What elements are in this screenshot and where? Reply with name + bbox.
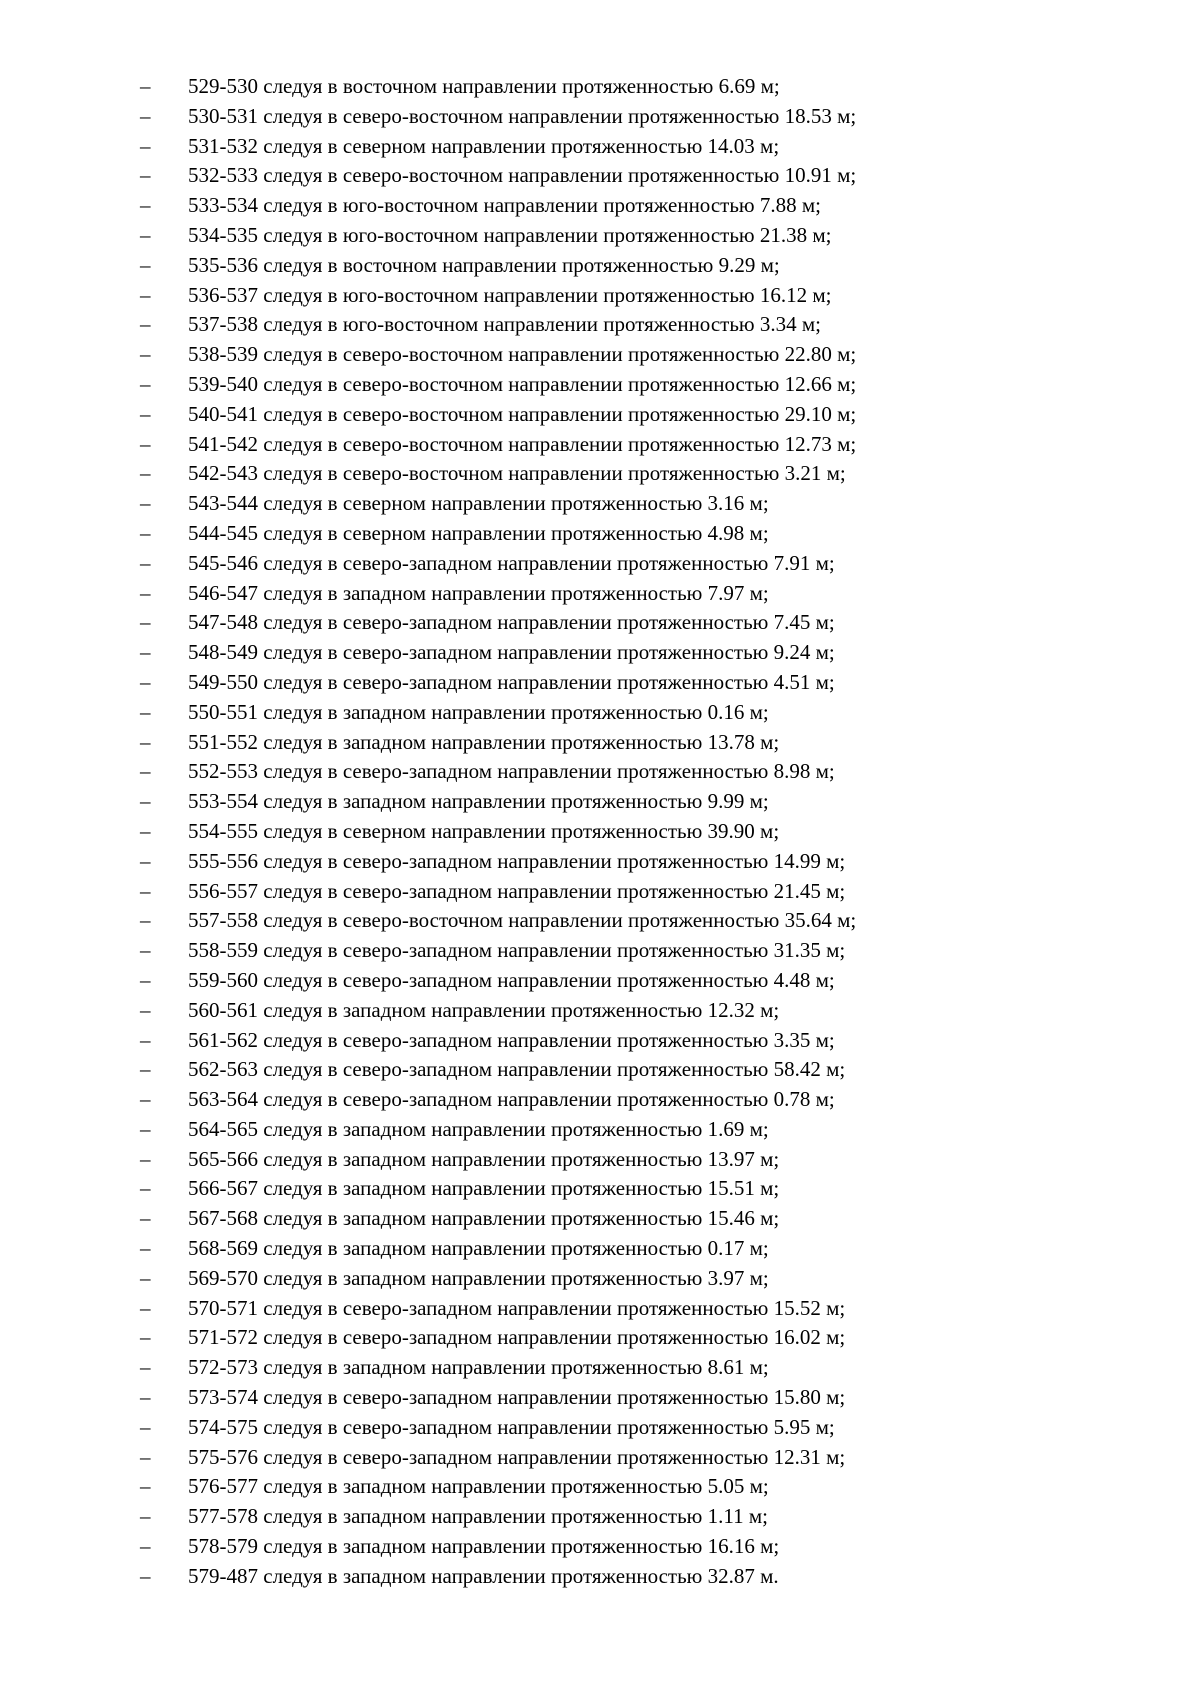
list-item — [140, 1502, 856, 1532]
segment-description: 563-564 следуя в северо-западном направлении протяженностью 0.78 м; — [188, 1087, 835, 1112]
list-item — [140, 1174, 856, 1204]
list-bullet: – — [140, 818, 151, 843]
list-item — [140, 281, 856, 311]
list-item — [140, 489, 856, 519]
segment-description: 531-532 следуя в северном направлении протяженностью 14.03 м; — [188, 133, 780, 158]
segment-description: 541-542 следуя в северо-восточном направлении протяженностью 12.73 м; — [188, 431, 857, 456]
segment-description: 576-577 следуя в западном направлении протяженностью 5.05 м; — [188, 1474, 769, 1499]
segment-description: 572-573 следуя в западном направлении протяженностью 8.61 м; — [188, 1355, 769, 1380]
list-bullet: – — [140, 729, 151, 754]
segment-description: 532-533 следуя в северо-восточном направлении протяженностью 10.91 м; — [188, 163, 857, 188]
list-bullet: – — [140, 1414, 151, 1439]
list-item — [140, 1026, 856, 1056]
segment-description: 546-547 следуя в западном направлении протяженностью 7.97 м; — [188, 580, 769, 605]
list-bullet: – — [140, 580, 151, 605]
list-item — [140, 1532, 856, 1562]
list-bullet: – — [140, 1176, 151, 1201]
segment-description: 539-540 следуя в северо-восточном направлении протяженностью 12.66 м; — [188, 371, 857, 396]
segment-description: 554-555 следуя в северном направлении протяженностью 39.90 м; — [188, 818, 780, 843]
segment-description: 561-562 следуя в северо-западном направлении протяженностью 3.35 м; — [188, 1027, 835, 1052]
list-item — [140, 1294, 856, 1324]
list-bullet: – — [140, 491, 151, 516]
segment-description: 578-579 следуя в западном направлении протяженностью 16.16 м; — [188, 1534, 780, 1559]
list-bullet: – — [140, 967, 151, 992]
segment-description: 545-546 следуя в северо-западном направлении протяженностью 7.91 м; — [188, 550, 835, 575]
list-item — [140, 370, 856, 400]
list-bullet: – — [140, 789, 151, 814]
list-item — [140, 1413, 856, 1443]
list-bullet: – — [140, 431, 151, 456]
segment-description: 555-556 следуя в северо-западном направлении протяженностью 14.99 м; — [188, 848, 846, 873]
list-bullet: – — [140, 908, 151, 933]
list-bullet: – — [140, 1325, 151, 1350]
list-item — [140, 608, 856, 638]
list-item — [140, 400, 856, 430]
list-item — [140, 996, 856, 1026]
list-item — [140, 757, 856, 787]
list-bullet: – — [140, 1444, 151, 1469]
list-item — [140, 1085, 856, 1115]
segment-description: 534-535 следуя в юго-восточном направлении протяженностью 21.38 м; — [188, 222, 832, 247]
list-item — [140, 579, 856, 609]
list-bullet: – — [140, 1206, 151, 1231]
list-item — [140, 1115, 856, 1145]
segment-description: 550-551 следуя в западном направлении протяженностью 0.16 м; — [188, 699, 769, 724]
list-item — [140, 340, 856, 370]
list-bullet: – — [140, 1265, 151, 1290]
segment-description: 543-544 следуя в северном направлении протяженностью 3.16 м; — [188, 491, 769, 516]
list-bullet: – — [140, 1504, 151, 1529]
list-bullet: – — [140, 401, 151, 426]
list-bullet: – — [140, 103, 151, 128]
list-bullet: – — [140, 759, 151, 784]
list-bullet: – — [140, 74, 151, 98]
list-bullet: – — [140, 1563, 151, 1588]
segment-description: 557-558 следуя в северо-восточном направлении протяженностью 35.64 м; — [188, 908, 857, 933]
segment-description: 579-487 следуя в западном направлении протяженностью 32.87 м. — [188, 1563, 779, 1588]
list-item — [140, 549, 856, 579]
list-bullet: – — [140, 342, 151, 367]
list-item — [140, 161, 856, 191]
list-bullet: – — [140, 520, 151, 545]
list-bullet: – — [140, 193, 151, 218]
list-bullet: – — [140, 848, 151, 873]
list-bullet: – — [140, 938, 151, 963]
segment-description: 553-554 следуя в западном направлении протяженностью 9.99 м; — [188, 789, 769, 814]
segment-description: 533-534 следуя в юго-восточном направлении протяженностью 7.88 м; — [188, 193, 821, 218]
list-item — [140, 191, 856, 221]
list-bullet: – — [140, 133, 151, 158]
segment-description: 562-563 следуя в северо-западном направлении протяженностью 58.42 м; — [188, 1057, 846, 1082]
list-item — [140, 638, 856, 668]
list-item — [140, 1443, 856, 1473]
list-bullet: – — [140, 1534, 151, 1559]
segment-description: 542-543 следуя в северо-восточном направлении протяженностью 3.21 м; — [188, 461, 846, 486]
segment-description: 536-537 следуя в юго-восточном направлении протяженностью 16.12 м; — [188, 282, 832, 307]
list-item — [140, 221, 856, 251]
segment-description: 564-565 следуя в западном направлении протяженностью 1.69 м; — [188, 1116, 769, 1141]
list-bullet: – — [140, 669, 151, 694]
list-bullet: – — [140, 1295, 151, 1320]
segment-description: 567-568 следуя в западном направлении протяженностью 15.46 м; — [188, 1206, 780, 1231]
list-bullet: – — [140, 1385, 151, 1410]
list-item — [140, 728, 856, 758]
segment-description: 540-541 следуя в северо-восточном направлении протяженностью 29.10 м; — [188, 401, 857, 426]
list-bullet: – — [140, 1087, 151, 1112]
list-bullet: – — [140, 312, 151, 337]
segment-description: 577-578 следуя в западном направлении протяженностью 1.11 м; — [188, 1504, 768, 1529]
list-item — [140, 668, 856, 698]
segment-description: 535-536 следуя в восточном направлении протяженностью 9.29 м; — [188, 252, 780, 277]
list-item — [140, 430, 856, 460]
list-item — [140, 1323, 856, 1353]
list-item — [140, 1383, 856, 1413]
segment-description: 551-552 следуя в западном направлении протяженностью 13.78 м; — [188, 729, 780, 754]
list-item — [140, 1234, 856, 1264]
segment-description: 570-571 следуя в северо-западном направлении протяженностью 15.52 м; — [188, 1295, 846, 1320]
segment-description: 530-531 следуя в северо-восточном направлении протяженностью 18.53 м; — [188, 103, 857, 128]
list-bullet: – — [140, 163, 151, 188]
list-item — [140, 936, 856, 966]
list-bullet: – — [140, 222, 151, 247]
segment-description: 537-538 следуя в юго-восточном направлении протяженностью 3.34 м; — [188, 312, 821, 337]
list-item — [140, 459, 856, 489]
list-item — [140, 251, 856, 281]
segment-description: 566-567 следуя в западном направлении протяженностью 15.51 м; — [188, 1176, 780, 1201]
segment-description: 559-560 следуя в северо-западном направлении протяженностью 4.48 м; — [188, 967, 835, 992]
list-bullet: – — [140, 282, 151, 307]
segment-description: 569-570 следуя в западном направлении протяженностью 3.97 м; — [188, 1265, 769, 1290]
segment-description: 552-553 следуя в северо-западном направлении протяженностью 8.98 м; — [188, 759, 835, 784]
segment-description: 571-572 следуя в северо-западном направлении протяженностью 16.02 м; — [188, 1325, 846, 1350]
segment-description: 544-545 следуя в северном направлении протяженностью 4.98 м; — [188, 520, 769, 545]
list-item — [140, 310, 856, 340]
boundary-segment-list — [140, 72, 856, 1592]
list-item — [140, 1562, 856, 1592]
list-bullet: – — [140, 1027, 151, 1052]
list-bullet: – — [140, 1146, 151, 1171]
list-bullet: – — [140, 610, 151, 635]
list-bullet: – — [140, 1057, 151, 1082]
segment-description: 560-561 следуя в западном направлении протяженностью 12.32 м; — [188, 997, 780, 1022]
list-item — [140, 877, 856, 907]
list-item — [140, 519, 856, 549]
segment-description: 548-549 следуя в северо-западном направлении протяженностью 9.24 м; — [188, 640, 835, 665]
segment-description: 547-548 следуя в северо-западном направлении протяженностью 7.45 м; — [188, 610, 835, 635]
list-item — [140, 132, 856, 162]
segment-description: 565-566 следуя в западном направлении протяженностью 13.97 м; — [188, 1146, 780, 1171]
list-item — [140, 1055, 856, 1085]
segment-description: 574-575 следуя в северо-западном направлении протяженностью 5.95 м; — [188, 1414, 835, 1439]
list-item — [140, 1353, 856, 1383]
segment-description: 575-576 следуя в северо-западном направлении протяженностью 12.31 м; — [188, 1444, 846, 1469]
list-item — [140, 1145, 856, 1175]
list-item — [140, 1264, 856, 1294]
list-item — [140, 787, 856, 817]
list-bullet: – — [140, 252, 151, 277]
list-bullet: – — [140, 1116, 151, 1141]
list-item — [140, 698, 856, 728]
list-bullet: – — [140, 997, 151, 1022]
list-item — [140, 966, 856, 996]
list-bullet: – — [140, 1236, 151, 1261]
list-item — [140, 847, 856, 877]
list-bullet: – — [140, 878, 151, 903]
list-bullet: – — [140, 371, 151, 396]
segment-description: 529-530 следуя в восточном направлении протяженностью 6.69 м; — [188, 74, 780, 98]
list-bullet: – — [140, 1355, 151, 1380]
list-item — [140, 102, 856, 132]
list-bullet: – — [140, 699, 151, 724]
list-bullet: – — [140, 1474, 151, 1499]
list-item — [140, 1204, 856, 1234]
list-item — [140, 1472, 856, 1502]
segment-description: 549-550 следуя в северо-западном направлении протяженностью 4.51 м; — [188, 669, 835, 694]
segment-description: 556-557 следуя в северо-западном направлении протяженностью 21.45 м; — [188, 878, 846, 903]
segment-description: 558-559 следуя в северо-западном направлении протяженностью 31.35 м; — [188, 938, 846, 963]
list-bullet: – — [140, 640, 151, 665]
list-bullet: – — [140, 550, 151, 575]
list-item — [140, 906, 856, 936]
list-item — [140, 72, 856, 102]
list-item — [140, 817, 856, 847]
segment-description: 573-574 следуя в северо-западном направлении протяженностью 15.80 м; — [188, 1385, 846, 1410]
segment-description: 538-539 следуя в северо-восточном направлении протяженностью 22.80 м; — [188, 342, 857, 367]
segment-description: 568-569 следуя в западном направлении протяженностью 0.17 м; — [188, 1236, 769, 1261]
list-bullet: – — [140, 461, 151, 486]
